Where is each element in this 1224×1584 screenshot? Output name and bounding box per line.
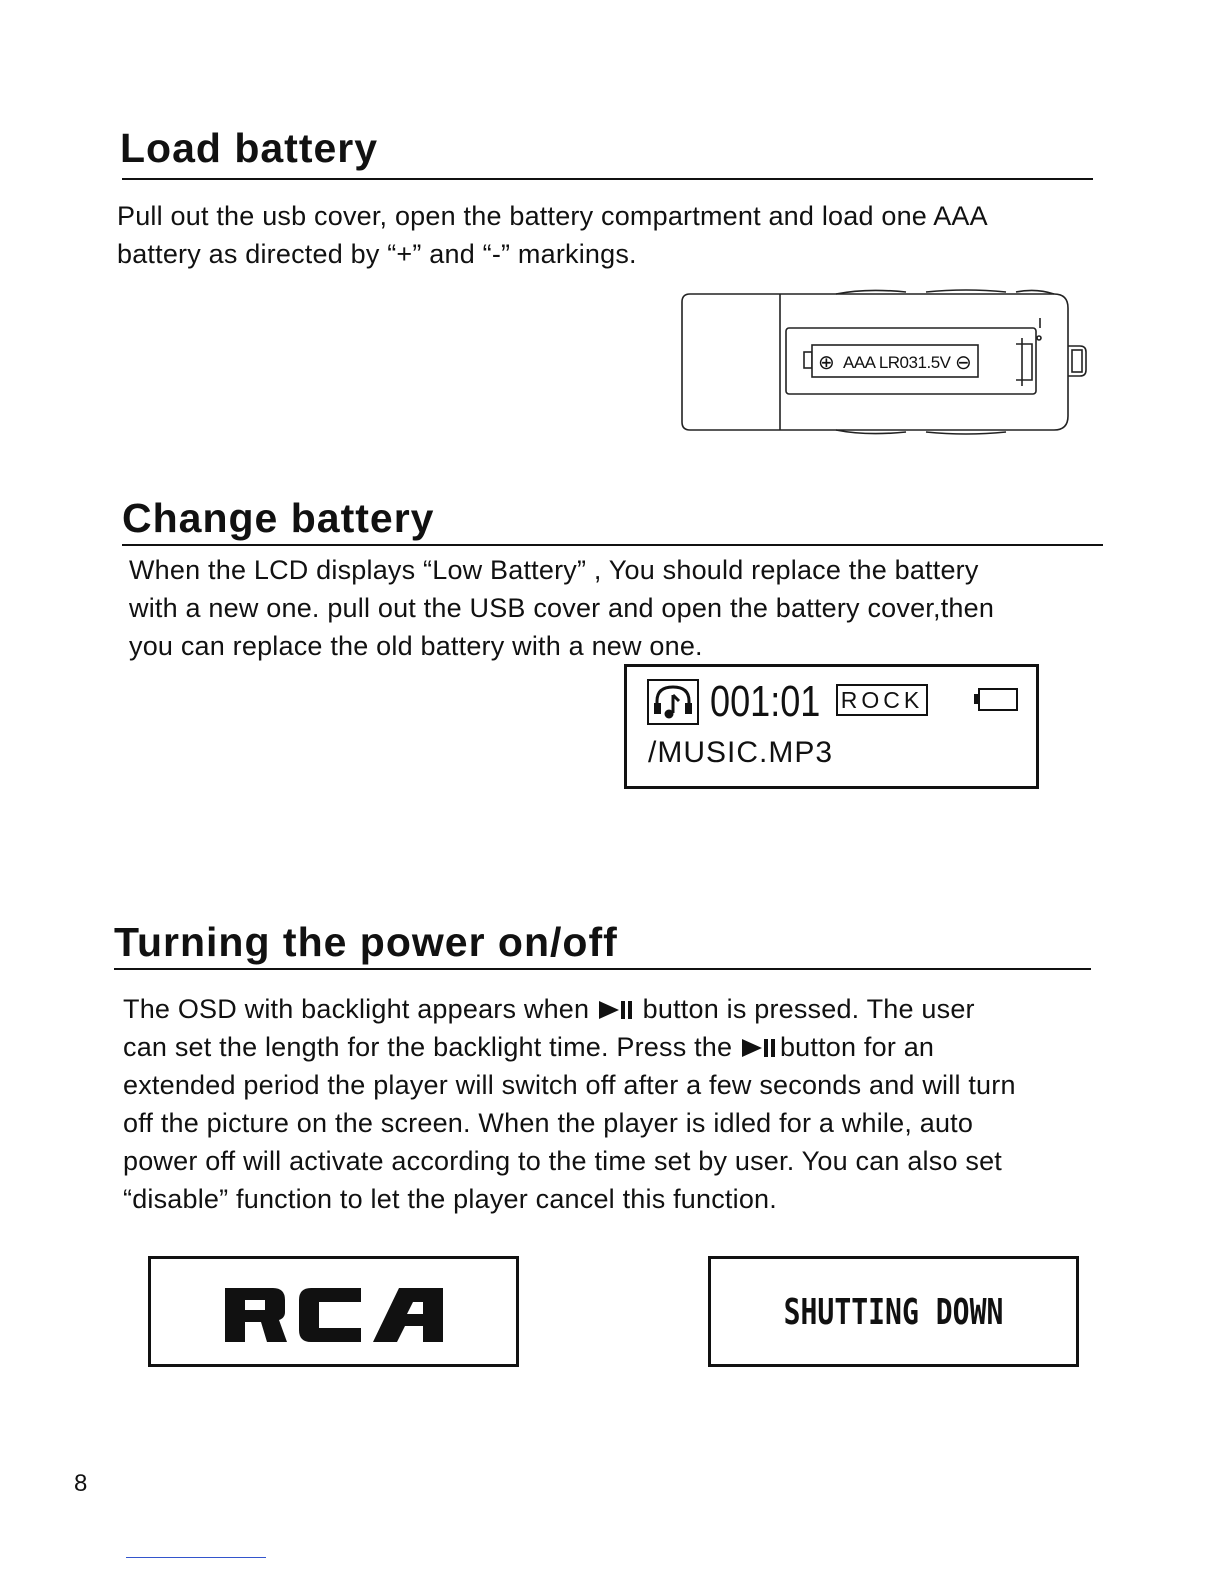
power-line-2-start: can set the length for the backlight time. Press the (123, 1032, 740, 1062)
change-battery-rule (122, 544, 1103, 546)
rca-logo-screen (148, 1256, 519, 1367)
change-battery-heading: Change battery (122, 495, 435, 541)
lcd-display (624, 664, 1039, 789)
power-text (123, 990, 1016, 1218)
play-pause-icon (597, 999, 635, 1021)
load-battery-line-1: Pull out the usb cover, open the battery compartment and load one AAA (117, 201, 988, 231)
power-line-2 (123, 1028, 1016, 1066)
power-line-6: “disable” function to let the player cancel this function. (123, 1184, 777, 1214)
headphone-music-icon (647, 679, 701, 727)
lcd-file-name: /MUSIC.MP3 (648, 736, 834, 769)
battery-minus-symbol: ⊖ (955, 352, 972, 374)
power-line-3: extended period the player will switch off after a few seconds and will turn (123, 1070, 1016, 1100)
load-battery-rule (122, 178, 1093, 180)
load-battery-text (117, 197, 988, 273)
play-pause-icon (740, 1037, 780, 1059)
power-rule (114, 968, 1091, 970)
power-line-5: power off will activate according to the time set by user. You can also set (123, 1146, 1002, 1176)
power-line-1 (123, 990, 1016, 1028)
change-battery-line-3: you can replace the old battery with a new one. (129, 631, 703, 661)
change-battery-line-2: with a new one. pull out the USB cover and open the battery cover,then (129, 593, 995, 623)
shutdown-message: SHUTTING DOWN (783, 1292, 1004, 1333)
low-battery-icon (973, 687, 1019, 713)
battery-plus-symbol: ⊕ (818, 352, 835, 374)
load-battery-line-2: battery as directed by “+” and “-” markings. (117, 239, 637, 269)
lcd-eq-mode: ROCK (836, 684, 928, 716)
lcd-track-time: 001:01 (710, 677, 821, 726)
shutdown-screen (708, 1256, 1079, 1367)
power-heading: Turning the power on/off (114, 919, 618, 965)
rca-logo (223, 1286, 447, 1344)
power-line-1-start: The OSD with backlight appears when (123, 994, 597, 1024)
power-line-2-end: button for an (779, 1032, 935, 1062)
page-number: 8 (74, 1470, 88, 1497)
change-battery-line-1: When the LCD displays “Low Battery” , You should replace the battery (129, 555, 979, 585)
footer-line (126, 1557, 266, 1558)
battery-model-label: AAA LR031.5V (843, 353, 951, 372)
power-line-1-end: button is pressed. The user (634, 994, 975, 1024)
load-battery-heading: Load battery (120, 125, 379, 171)
power-line-4: off the picture on the screen. When the player is idled for a while, auto (123, 1108, 974, 1138)
player-battery-illustration (676, 288, 1096, 436)
change-battery-text (129, 551, 994, 665)
